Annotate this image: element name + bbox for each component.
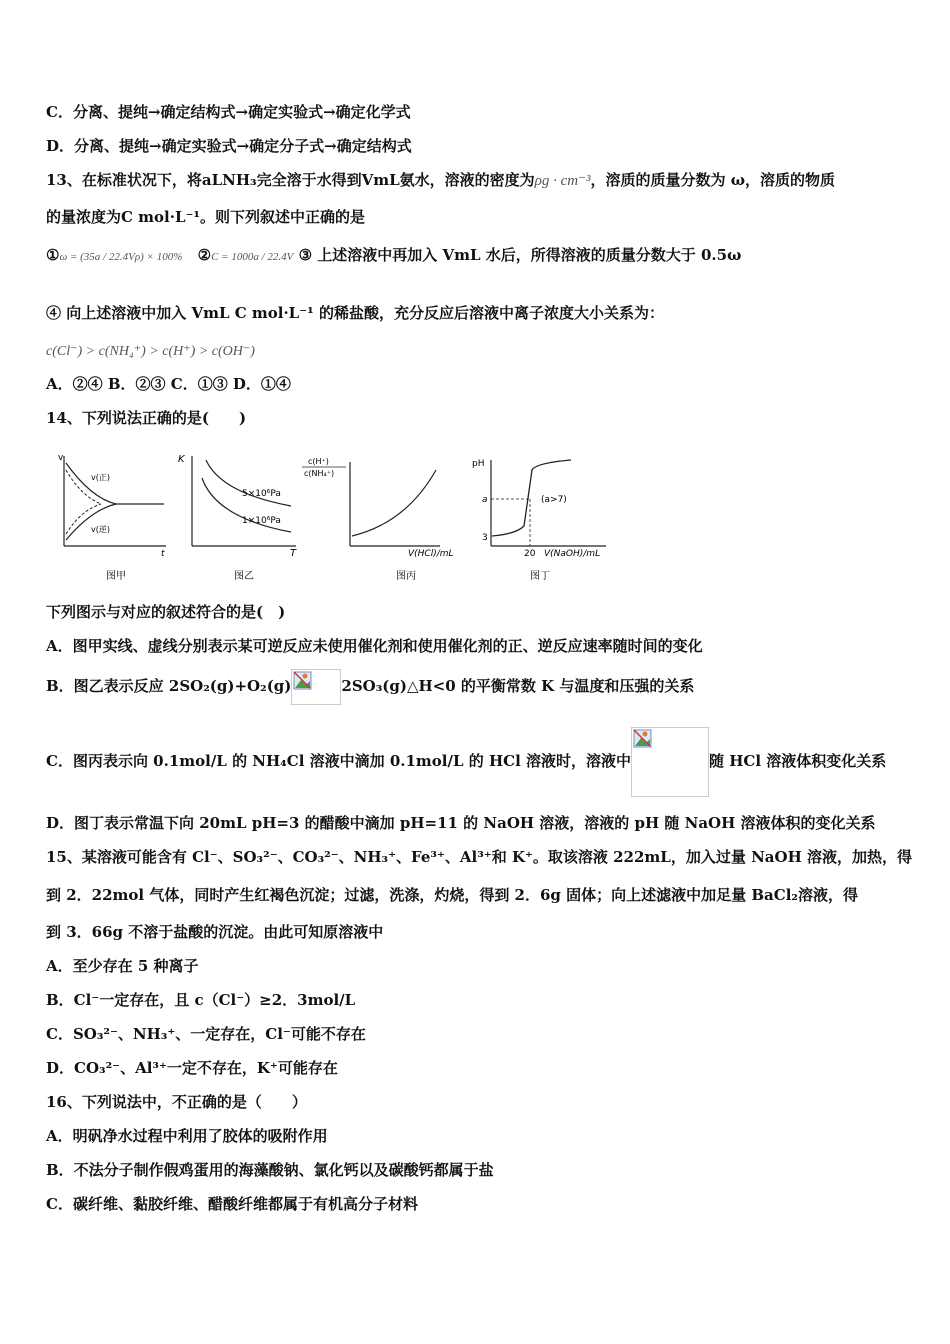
ding-condition: (a>7) <box>541 495 567 505</box>
bing-xlabel: V(HCl)/mL <box>408 549 454 559</box>
jia-xlabel: t <box>161 549 165 559</box>
ratio-expression-image <box>631 727 709 797</box>
q15-option-a: A．至少存在 5 种离子 <box>46 957 199 975</box>
formula-omega: ω = (35a / 22.4Vρ) × 100% <box>59 251 183 263</box>
q13-answers: A．②④ B．②③ C．①③ D．①④ <box>46 375 291 393</box>
figure-bing <box>302 457 454 582</box>
q14-figures <box>46 448 646 588</box>
yi-xlabel: T <box>290 548 297 559</box>
q13-statements-1-3: ①ω = (35a / 22.4Vρ) × 100% ②C = 1000a / 22.4V ③ 上述溶液中再加入 VmL 水后，所得溶液的质量分数大于 0.5ω <box>46 246 742 264</box>
q16-option-a: A．明矾净水过程中利用了胶体的吸附作用 <box>46 1127 328 1145</box>
q15-option-c: C．SO₃²⁻、NH₃⁺、一定存在，Cl⁻可能不存在 <box>46 1025 366 1043</box>
q13-statement-4: ④ 向上述溶液中加入 VmL C mol·L⁻¹ 的稀盐酸，充分反应后溶液中离子浓度大小关系为： <box>46 304 664 322</box>
q15-line2: 到 2．22mol 气体，同时产生红褐色沉淀；过滤，洗涤，灼烧，得到 2．6g 固体；向上述滤液中加足量 BaCl₂溶液，得 <box>46 886 858 904</box>
ding-three: 3 <box>482 533 488 543</box>
ding-ylabel: pH <box>472 459 485 469</box>
figure-yi <box>178 454 297 582</box>
figure-jia <box>58 453 166 582</box>
yi-caption: 图乙 <box>234 571 254 582</box>
q14-stem: 14、下列说法正确的是( ) <box>46 409 247 427</box>
q14-option-b: B．图乙表示反应 2SO₂(g)+O₂(g) 2SO₃(g)△H<0 的平衡常数 K 与温度和压强的关系 <box>46 668 694 705</box>
q13-line1: 13、在标准状况下，将aLNH₃完全溶于水得到VmL氨水，溶液的密度为ρg · cm⁻³，溶质的质量分数为 ω，溶质的物质 <box>46 171 836 189</box>
ding-twenty: 20 <box>524 549 536 559</box>
q14-option-d: D．图丁表示常温下向 20mL pH=3 的醋酸中滴加 pH=11 的 NaOH 溶液，溶液的 pH 随 NaOH 溶液体积的变化关系 <box>46 814 876 832</box>
jia-caption: 图甲 <box>106 571 126 582</box>
broken-image-icon <box>633 729 653 749</box>
bing-ratio-bottom: c(NH₄⁺) <box>304 469 335 478</box>
bing-caption: 图丙 <box>396 571 416 582</box>
q16-stem: 16、下列说法中，不正确的是（ ） <box>46 1093 307 1111</box>
option-d-prev: D．分离、提纯→确定实验式→确定分子式→确定结构式 <box>46 137 412 155</box>
q13-line2: 的量浓度为C mol·L⁻¹。则下列叙述中正确的是 <box>46 208 365 226</box>
ding-xlabel: V(NaOH)/mL <box>544 549 601 559</box>
q15-option-b: B．Cl⁻一定存在，且 c（Cl⁻）≥2．3mol/L <box>46 991 356 1009</box>
formula-c: C = 1000a / 22.4V <box>211 251 294 263</box>
q14-lead: 下列图示与对应的叙述符合的是( ) <box>46 603 286 621</box>
q14-option-a: A．图甲实线、虚线分别表示某可逆反应未使用催化剂和使用催化剂的正、逆反应速率随时间的变化 <box>46 637 703 655</box>
figure-ding <box>472 459 606 582</box>
broken-image-icon <box>293 671 313 691</box>
ion-concentration-order: c(Cl⁻) > c(NH₄⁺) > c(H⁺) > c(OH⁻) <box>46 344 255 359</box>
jia-ylabel: v <box>58 453 64 463</box>
equilibrium-arrow-image <box>291 669 341 705</box>
yi-low-pressure: 1×10⁶Pa <box>242 516 281 526</box>
q15-line3: 到 3．66g 不溶于盐酸的沉淀。由此可知原溶液中 <box>46 923 384 941</box>
jia-reverse: v(逆) <box>91 525 110 534</box>
q15-line1: 15、某溶液可能含有 Cl⁻、SO₃²⁻、CO₃²⁻、NH₃⁺、Fe³⁺、Al³⁺和 K⁺。取该溶液 222mL，加入过量 NaOH 溶液，加热，得 <box>46 848 912 866</box>
ding-caption: 图丁 <box>530 571 550 582</box>
ding-a: a <box>482 495 488 505</box>
option-c-prev: C．分离、提纯→确定结构式→确定实验式→确定化学式 <box>46 103 411 121</box>
q16-option-b: B．不法分子制作假鸡蛋用的海藻酸钠、氯化钙以及碳酸钙都属于盐 <box>46 1161 494 1179</box>
q14-option-c: C．图丙表示向 0.1mol/L 的 NH₄Cl 溶液中滴加 0.1mol/L 的 HCl 溶液时，溶液中 随 HCl 溶液体积变化关系 <box>46 726 886 797</box>
yi-high-pressure: 5×10⁶Pa <box>242 489 281 499</box>
q16-option-c: C．碳纤维、黏胶纤维、醋酸纤维都属于有机高分子材料 <box>46 1195 418 1213</box>
q15-option-d: D．CO₃²⁻、Al³⁺一定不存在，K⁺可能存在 <box>46 1059 338 1077</box>
jia-forward: v(正) <box>91 473 110 482</box>
bing-ratio-top: c(H⁺) <box>308 457 329 466</box>
density-expr: ρg · cm⁻³ <box>534 173 591 189</box>
yi-ylabel: K <box>178 454 185 465</box>
